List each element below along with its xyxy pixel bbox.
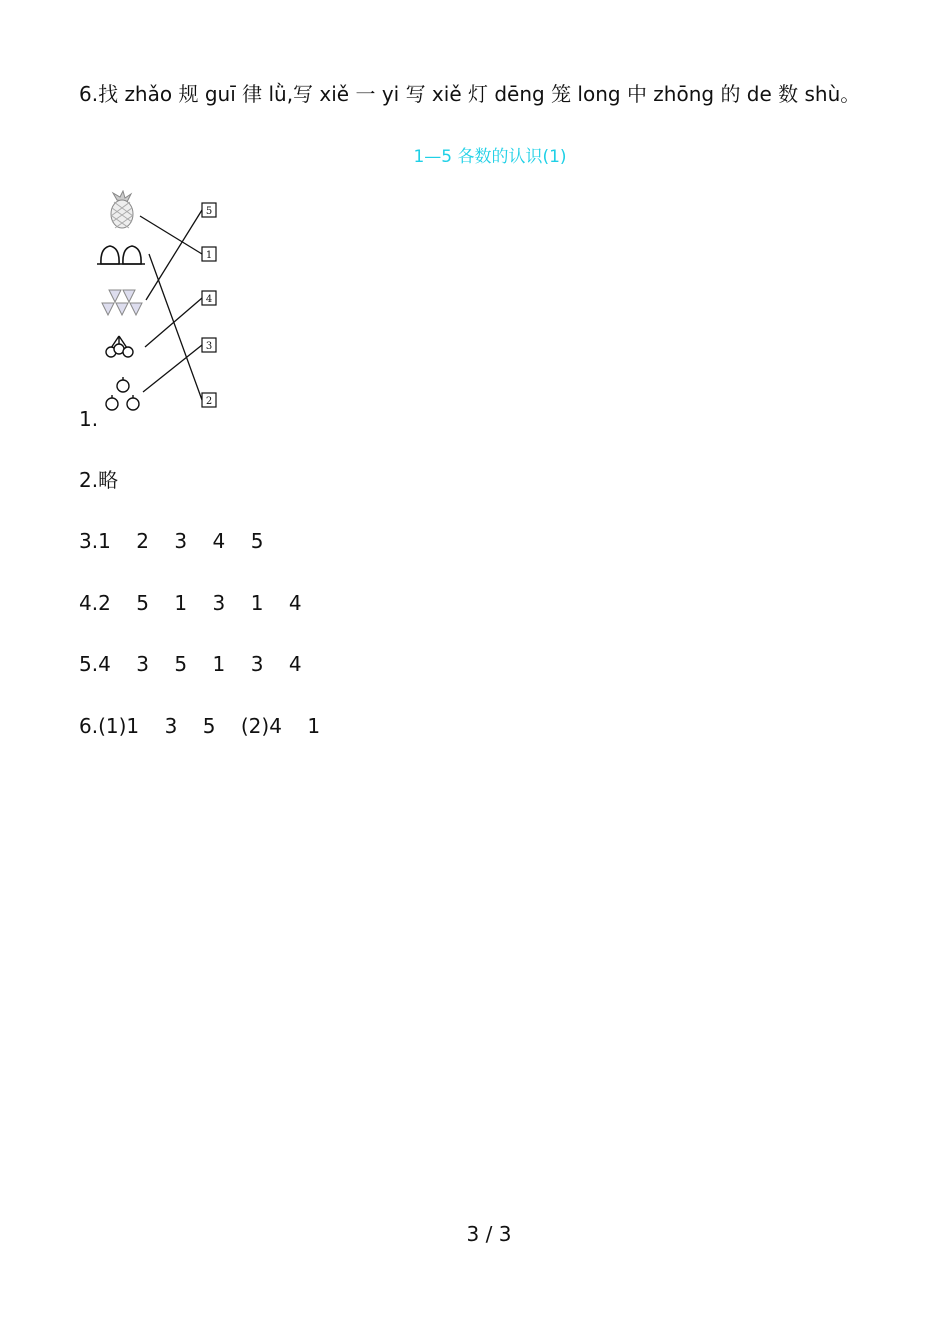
- match-line: [146, 210, 202, 300]
- section-title: 1—5 各数的认识(1): [413, 147, 567, 167]
- answer-2: 2.略: [79, 468, 119, 492]
- strawberry-icon: [102, 290, 142, 315]
- page-number: 3 / 3: [466, 1222, 512, 1246]
- answer-3: 3.1 2 3 4 5: [79, 529, 264, 553]
- number-box-label: 3: [205, 341, 213, 352]
- answer-6: 6.(1)1 3 5 (2)4 1: [79, 714, 321, 738]
- answer-5: 5.4 3 5 1 3 4: [79, 652, 302, 676]
- pineapple-icon: [111, 191, 133, 228]
- match-line: [145, 298, 202, 347]
- number-box-label: 1: [205, 250, 213, 261]
- number-box-label: 5: [205, 206, 213, 217]
- match-line: [143, 345, 202, 392]
- peach-icon: [97, 246, 145, 264]
- matching-figure: [95, 190, 230, 415]
- apple-icon: [106, 377, 139, 410]
- answer-4: 4.2 5 1 3 1 4: [79, 591, 302, 615]
- answer-1: 1.: [79, 407, 99, 431]
- number-box-label: 4: [205, 294, 213, 305]
- match-line: [140, 216, 202, 254]
- number-box-label: 2: [205, 396, 213, 407]
- question-6-text: 6.找 zhǎo 规 guī 律 lǜ,写 xiě 一 yi 写 xiě 灯 dēng 笼 long 中 zhōng 的 de 数 shù。: [79, 82, 861, 106]
- match-line: [149, 254, 202, 400]
- cherry-icon: [106, 336, 133, 357]
